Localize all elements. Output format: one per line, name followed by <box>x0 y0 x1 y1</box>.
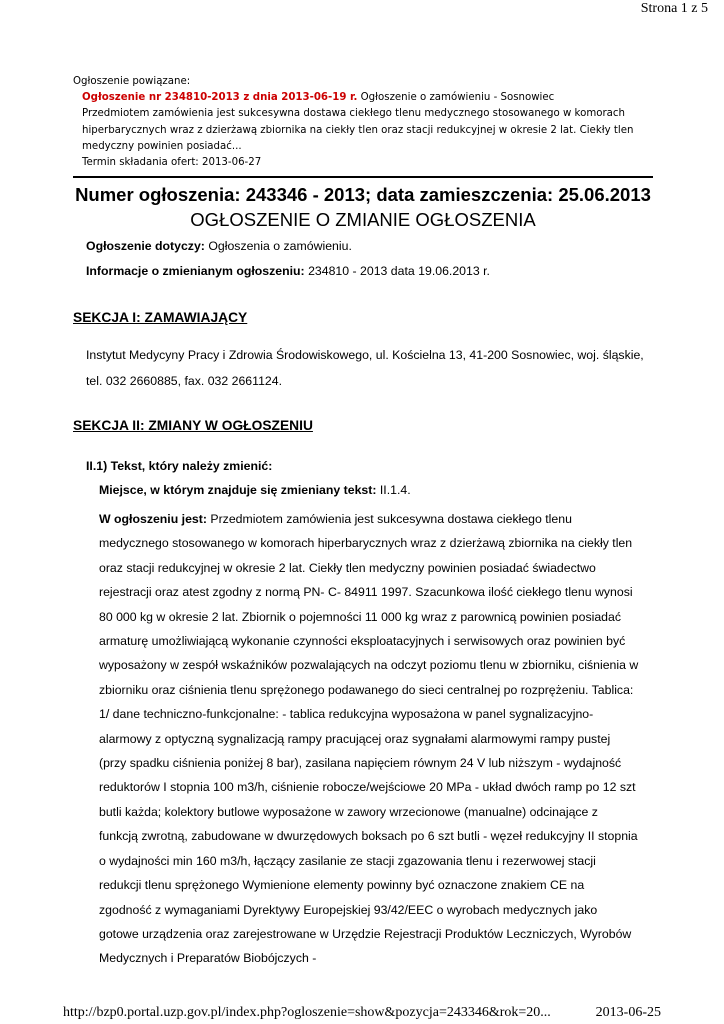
original-text-label: W ogłoszeniu jest: <box>99 512 207 526</box>
changed-notice-row <box>86 264 490 278</box>
original-text <box>99 507 639 971</box>
page-number: Strona 1 z 5 <box>640 1 708 16</box>
related-heading: Ogłoszenie powiązane: <box>73 76 191 87</box>
related-description-line: hiperbarycznych wraz z dzierżawą zbiornika na ciekły tlen oraz stacji redukcyjnej w okresie 2 lat. Ciekły tlen <box>82 124 634 136</box>
related-notice <box>73 90 653 106</box>
changed-notice-value: 234810 - 2013 data 19.06.2013 r. <box>304 264 490 278</box>
related-description-line: Przedmiotem zamówienia jest sukcesywna dostawa ciekłego tlenu medycznego stosowanego w komorach <box>82 108 625 120</box>
section-2-subheading: II.1) Tekst, który należy zmienić: <box>86 459 273 473</box>
contracting-authority-address: Instytut Medycyny Pracy i Zdrowia Środowiskowego, ul. Kościelna 13, 41-200 Sosnowiec, woj. śląskie, <box>86 348 644 362</box>
concerns-value: Ogłoszenia o zamówieniu. <box>204 239 352 253</box>
concerns-row <box>86 239 352 253</box>
footer-date: 2013-06-25 <box>595 1005 661 1020</box>
concerns-label: Ogłoszenie dotyczy: <box>86 239 205 253</box>
page-footer <box>63 1005 661 1021</box>
change-location-row <box>99 483 411 497</box>
changed-notice-label: Informacje o zmienianym ogłoszeniu: <box>86 264 305 278</box>
related-notice-link[interactable]: Ogłoszenie nr 234810-2013 z dnia 2013-06-19 r. <box>82 92 358 104</box>
footer-url[interactable]: http://bzp0.portal.uzp.gov.pl/index.php?ogloszenie=show&pozycja=243346&rok=20... <box>63 1005 551 1020</box>
section-2-heading: SEKCJA II: ZMIANY W OGŁOSZENIU <box>73 418 313 433</box>
section-1-heading: SEKCJA I: ZAMAWIAJĄCY <box>73 310 248 325</box>
related-description-line: medyczny powinien posiadać... <box>82 140 242 152</box>
notice-subtitle: OGŁOSZENIE O ZMIANIE OGŁOSZENIA <box>190 209 536 230</box>
notice-title: Numer ogłoszenia: 243346 - 2013; data zamieszczenia: 25.06.2013 <box>75 184 651 205</box>
contracting-authority-contact: tel. 032 2660885, fax. 032 2661124. <box>86 374 283 388</box>
related-notice-box <box>73 74 653 171</box>
original-text-content: Przedmiotem zamówienia jest sukcesywna dostawa ciekłego tlenu medycznego stosowanego w komorach hiperbarycznych wraz z dzierżawą zbiornika na ciekły tlen oraz stacji redukcyjnej w okresie 2 lat. Ciekły tlen medyczny powinien posiadać świadectwo rejestracji oraz atest zgodny z normą PN- C- 84911 1997. Szacunkowa ilość ciekłego tlenu wynosi 80 000 kg w okresie 2 lat. Zbiornik o pojemności 11 000 kg wraz z parownicą powinien posiadać armaturę umożliwiającą wykonanie czynności eksploatacyjnych i serwisowych oraz powinien być wyposażony w zespół wskaźników pozwalających na odczyt poziomu tlenu w zbiorniku, ciśnienia w zbiorniku oraz ciśnienia tlenu sprężonego podawanego do sieci centralnej po rozprężeniu. Tablica: 1/ dane techniczno-funkcjonalne: - tablica redukcyjna wyposażona w panel sygnalizacyjno-alarmowy z optyczną sygnalizacją rampy pracującej oraz sygnałami alarmowymi rampy pustej (przy spadku ciśnienia poniżej 8 bar), zasilana napięciem równym 24 V lub niższym - wydajność reduktorów I stopnia 100 m3/h, ciśnienie robocze/wejściowe 20 MPa - układ dwóch ramp po 12 szt butli każda; kolektory butlowe wyposażone w zawory wrzecionowe (manualne) odcinające z funkcją zwrotną, zabudowane w dwurzędowych boksach po 6 szt butli - węzeł redukcyjny II stopnia o wydajności min 160 m3/h, łączący zasilanie ze stacji zgazowania tlenu i rezerwowej stacji redukcji tlenu sprężonego Wymienione elementy powinny być oznaczone znakiem CE na zgodność z wymaganiami Dyrektywy Europejskiej 93/42/EEC o wyrobach medycznych jako gotowe urządzenia oraz zarejestrowane w Urzędzie Rejestracji Produktów Leczniczych, Wyrobów Medycznych i Preparatów Biobójczych - <box>99 512 639 966</box>
change-location-value: II.1.4. <box>376 483 411 497</box>
related-notice-type: Ogłoszenie o zamówieniu - Sosnowiec <box>357 92 555 104</box>
divider <box>73 176 653 178</box>
change-location-label: Miejsce, w którym znajduje się zmieniany tekst: <box>99 483 377 497</box>
related-deadline: Termin składania ofert: 2013-06-27 <box>82 157 262 169</box>
